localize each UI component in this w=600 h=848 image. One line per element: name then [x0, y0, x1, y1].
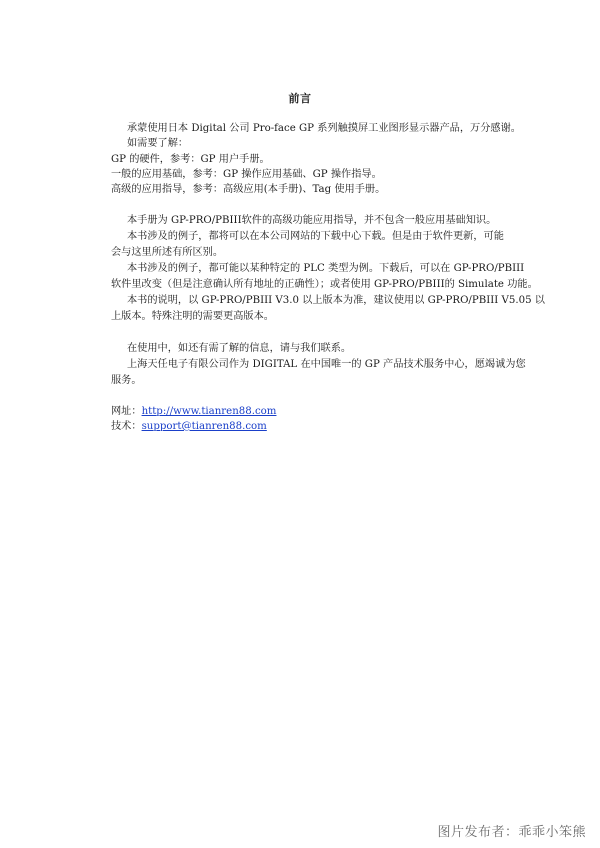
tech-support-label: 技术：	[111, 421, 142, 432]
tech-support-email-link[interactable]: support@tianren88.com	[141, 421, 267, 432]
contact-line-1: 在使用中，如还有需了解的信息，请与我们联系。	[127, 343, 352, 354]
body-paragraph-2-line-1: 本书涉及的例子，都将可以在本公司网站的下载中心下载。但是由于软件更新，可能	[127, 231, 504, 242]
intro-line-5: 高级的应用指导，参考：高级应用(本手册)、Tag 使用手册。	[111, 184, 386, 195]
website-label: 网址：	[111, 406, 142, 417]
intro-line-2: 如需要了解：	[127, 138, 189, 149]
website-row	[111, 405, 276, 419]
body-paragraph-2-line-2: 会与这里所述有所区别。	[111, 247, 224, 258]
intro-line-1: 承蒙使用日本 Digital 公司 Pro-face GP 系列触摸屏工业图形显示器产品，万分感谢。	[127, 123, 521, 134]
tech-support-row	[111, 420, 267, 434]
intro-line-3: GP 的硬件，参考：GP 用户手册。	[111, 154, 270, 165]
website-link[interactable]: http://www.tianren88.com	[141, 406, 277, 417]
body-paragraph-3-line-2: 软件里改变（但是注意确认所有地址的正确性）；或者使用 GP-PRO/PBIII的 Simulate 功能。	[111, 279, 538, 290]
publisher-watermark: 图片发布者：乖乖小笨熊	[437, 825, 586, 840]
contact-line-2: 上海天任电子有限公司作为 DIGITAL 在中国唯一的 GP 产品技术服务中心，愿竭诚为您	[127, 359, 526, 370]
body-paragraph-4-line-2: 上版本。特殊注明的需要更高版本。	[111, 311, 274, 322]
contact-line-3: 服务。	[111, 375, 142, 386]
body-paragraph-1: 本手册为 GP-PRO/PBIII软件的高级功能应用指导，并不包含一般应用基础知识。	[127, 215, 497, 226]
page-title: 前言	[288, 92, 312, 105]
body-paragraph-4-line-1: 本书的说明，以 GP-PRO/PBIII V3.0 以上版本为准，建议使用以 GP-PRO/PBIII V5.05 以	[127, 295, 545, 306]
intro-line-4: 一般的应用基础，参考：GP 操作应用基础、GP 操作指导。	[111, 169, 382, 180]
body-paragraph-3-line-1: 本书涉及的例子，都可能以某种特定的 PLC 类型为例。下载后，可以在 GP-PRO/PBIII	[127, 263, 525, 274]
